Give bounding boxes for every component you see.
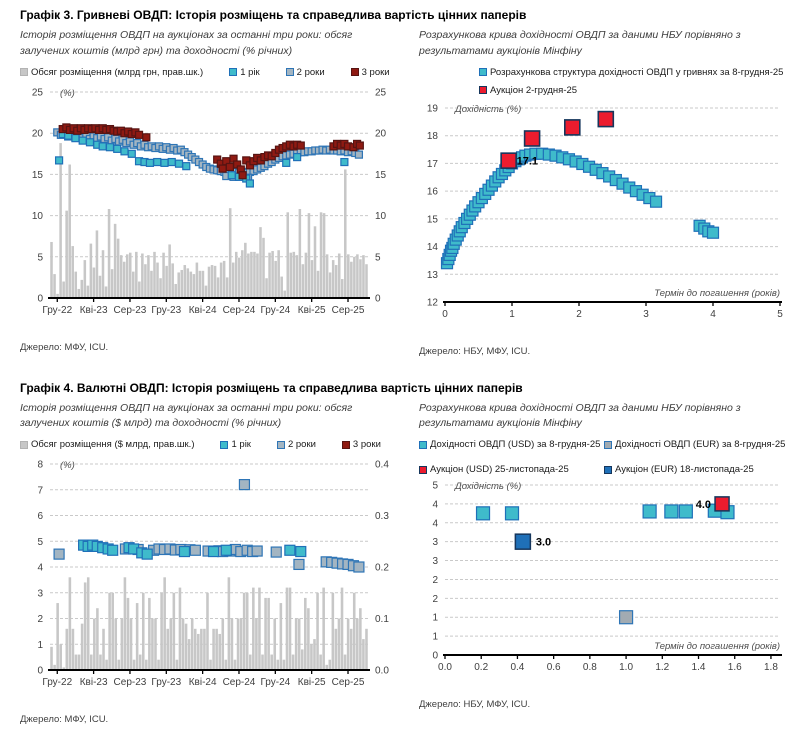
svg-text:3: 3 bbox=[432, 556, 438, 568]
legend-label: 2 роки bbox=[287, 439, 316, 450]
svg-text:Дохідність (%): Дохідність (%) bbox=[455, 103, 522, 115]
legend-item bbox=[419, 439, 604, 450]
legend-swatch-icon bbox=[342, 441, 350, 449]
legend-swatch-icon bbox=[286, 68, 294, 76]
section-chart-4 bbox=[0, 381, 801, 726]
chart4-curve-panel bbox=[419, 399, 800, 726]
legend-label: 1 рік bbox=[240, 66, 260, 78]
svg-text:0.8: 0.8 bbox=[582, 662, 597, 673]
legend-label: Обсяг розміщення (млрд грн, прав.шк.) bbox=[31, 66, 204, 78]
legend-item bbox=[20, 439, 194, 450]
svg-text:0: 0 bbox=[442, 308, 448, 320]
svg-text:1.2: 1.2 bbox=[655, 662, 670, 673]
legend-item bbox=[479, 67, 800, 78]
chart3-panels bbox=[0, 26, 801, 357]
svg-text:7: 7 bbox=[37, 485, 43, 497]
legend-swatch-icon bbox=[351, 68, 359, 76]
svg-text:1: 1 bbox=[37, 639, 43, 651]
svg-text:Гру-24: Гру-24 bbox=[260, 677, 291, 688]
svg-text:2: 2 bbox=[576, 308, 582, 320]
legend-label: Розрахункова структура дохідності ОВДП у гривнях за 8-грудня-25 bbox=[490, 66, 784, 78]
svg-text:20: 20 bbox=[31, 128, 43, 140]
legend-swatch-icon bbox=[604, 466, 612, 474]
legend-item bbox=[229, 67, 259, 78]
legend-item bbox=[277, 439, 316, 450]
legend-label: Дохідності ОВДП (EUR) за 8-грудня-25 bbox=[615, 439, 786, 450]
chart4-history-panel bbox=[20, 399, 401, 726]
legend-item bbox=[286, 67, 325, 78]
svg-text:2: 2 bbox=[432, 574, 438, 586]
svg-text:3: 3 bbox=[643, 308, 649, 320]
chart3-curve-source: Джерело: НБУ, МФУ, ICU. bbox=[419, 345, 531, 357]
svg-text:1: 1 bbox=[509, 308, 515, 320]
svg-text:5: 5 bbox=[37, 536, 43, 548]
legend-item bbox=[351, 67, 390, 78]
svg-text:0: 0 bbox=[375, 293, 381, 304]
svg-text:20: 20 bbox=[375, 128, 387, 140]
svg-text:0.4: 0.4 bbox=[510, 662, 525, 673]
svg-text:Термін до погашення (років): Термін до погашення (років) bbox=[654, 287, 780, 299]
legend-item bbox=[604, 464, 800, 475]
legend-label: Аукціон (USD) 25-листопада-25 bbox=[430, 464, 569, 475]
svg-text:0.3: 0.3 bbox=[375, 511, 389, 522]
chart3-history-legend bbox=[20, 67, 401, 78]
svg-text:1.0: 1.0 bbox=[619, 662, 634, 673]
chart3-curve-subtitle: Розрахункова крива дохідності ОВДП за даними НБУ порівняно з результатами аукціонів Мінфіну bbox=[419, 29, 741, 57]
legend-label: Аукціон 2-грудня-25 bbox=[490, 84, 578, 96]
legend-label: Обсяг розміщення ($ млрд, прав.шк.) bbox=[31, 439, 195, 450]
svg-text:Кві-25: Кві-25 bbox=[297, 677, 326, 688]
legend-swatch-icon bbox=[20, 441, 28, 449]
legend-item bbox=[479, 85, 800, 96]
svg-text:5: 5 bbox=[37, 251, 43, 263]
legend-swatch-icon bbox=[229, 68, 237, 76]
svg-text:8: 8 bbox=[37, 459, 43, 471]
svg-text:4: 4 bbox=[710, 308, 716, 320]
chart3-curve-panel bbox=[419, 26, 800, 357]
svg-text:0.4: 0.4 bbox=[375, 459, 389, 471]
legend-swatch-icon bbox=[277, 441, 285, 449]
svg-text:6: 6 bbox=[37, 511, 43, 522]
chart3-title: Графік 3. Гривневі ОВДП: Історія розміщень та справедлива вартість цінних паперів bbox=[20, 8, 527, 22]
legend-swatch-icon bbox=[479, 86, 487, 94]
svg-text:Гру-23: Гру-23 bbox=[151, 304, 182, 316]
svg-text:15: 15 bbox=[31, 169, 43, 181]
svg-text:Сер-24: Сер-24 bbox=[222, 677, 256, 688]
svg-text:12: 12 bbox=[426, 297, 438, 308]
svg-text:15: 15 bbox=[375, 169, 387, 181]
svg-text:16: 16 bbox=[426, 186, 438, 198]
chart4-curve-chart bbox=[419, 477, 794, 689]
legend-label: Аукціон (EUR) 18-листопада-25 bbox=[615, 464, 754, 475]
chart3-curve-chart bbox=[419, 98, 794, 336]
svg-text:4.0: 4.0 bbox=[695, 498, 712, 511]
svg-text:Сер-24: Сер-24 bbox=[222, 304, 256, 316]
svg-text:Кві-23: Кві-23 bbox=[79, 304, 108, 316]
svg-text:15: 15 bbox=[426, 213, 438, 225]
svg-text:Термін до погашення (років): Термін до погашення (років) bbox=[654, 641, 780, 652]
svg-text:0: 0 bbox=[432, 650, 438, 662]
chart4-history-subtitle: Історія розміщення ОВДП на аукціонах за останні три роки: обсяг залучених коштів ($ млрд) та доходності (% річних) bbox=[20, 401, 353, 430]
svg-text:25: 25 bbox=[375, 87, 387, 98]
chart4-curve-source: Джерело: НБУ, МФУ, ICU. bbox=[419, 699, 531, 710]
svg-text:3: 3 bbox=[432, 537, 438, 549]
svg-text:10: 10 bbox=[31, 210, 43, 222]
svg-text:1.4: 1.4 bbox=[691, 662, 706, 673]
legend-swatch-icon bbox=[419, 441, 427, 449]
svg-text:13: 13 bbox=[426, 269, 438, 281]
legend-swatch-icon bbox=[20, 68, 28, 76]
svg-text:0.6: 0.6 bbox=[546, 662, 561, 673]
svg-text:Сер-23: Сер-23 bbox=[113, 304, 147, 316]
svg-text:Сер-25: Сер-25 bbox=[331, 677, 365, 688]
svg-text:5: 5 bbox=[432, 480, 438, 492]
svg-text:Сер-23: Сер-23 bbox=[113, 677, 147, 688]
svg-text:17.1: 17.1 bbox=[516, 155, 539, 168]
svg-text:5: 5 bbox=[375, 251, 381, 263]
svg-text:1.8: 1.8 bbox=[763, 662, 778, 673]
svg-text:Гру-22: Гру-22 bbox=[42, 677, 73, 688]
svg-text:(%): (%) bbox=[60, 87, 75, 99]
legend-item bbox=[604, 439, 800, 450]
chart3-history-source: Джерело: МФУ, ICU. bbox=[20, 341, 109, 353]
svg-text:1: 1 bbox=[432, 631, 438, 643]
chart4-history-legend bbox=[20, 439, 401, 450]
svg-text:4: 4 bbox=[37, 562, 43, 574]
svg-text:0.1: 0.1 bbox=[375, 614, 389, 625]
legend-item bbox=[220, 439, 250, 450]
svg-text:4: 4 bbox=[432, 518, 438, 530]
chart3-history-panel bbox=[20, 26, 401, 357]
svg-text:0.0: 0.0 bbox=[438, 662, 452, 673]
svg-text:0: 0 bbox=[37, 665, 43, 677]
svg-text:2: 2 bbox=[37, 614, 43, 625]
svg-text:14: 14 bbox=[426, 241, 438, 253]
svg-text:1: 1 bbox=[432, 612, 438, 624]
svg-text:0.0: 0.0 bbox=[375, 665, 389, 677]
chart3-curve-legend bbox=[419, 67, 800, 96]
svg-text:(%): (%) bbox=[60, 460, 75, 471]
svg-text:1.6: 1.6 bbox=[727, 662, 742, 673]
svg-text:Кві-24: Кві-24 bbox=[188, 304, 217, 316]
chart4-history-source: Джерело: МФУ, ICU. bbox=[20, 714, 109, 725]
legend-label: Дохідності ОВДП (USD) за 8-грудня-25 bbox=[430, 439, 601, 450]
chart4-panels bbox=[0, 399, 801, 726]
svg-text:3.0: 3.0 bbox=[535, 536, 552, 549]
section-chart-3 bbox=[0, 8, 801, 357]
legend-label: 2 роки bbox=[296, 66, 325, 78]
chart4-history-chart bbox=[20, 452, 398, 704]
legend-swatch-icon bbox=[419, 466, 427, 474]
svg-text:4: 4 bbox=[432, 499, 438, 511]
svg-text:25: 25 bbox=[31, 87, 43, 98]
svg-text:17: 17 bbox=[426, 158, 438, 170]
svg-text:5: 5 bbox=[777, 308, 783, 320]
svg-text:Кві-25: Кві-25 bbox=[297, 304, 326, 316]
legend-label: 3 роки bbox=[352, 439, 381, 450]
svg-text:19: 19 bbox=[426, 103, 438, 114]
legend-item bbox=[342, 439, 381, 450]
svg-text:Дохідність (%): Дохідність (%) bbox=[455, 481, 522, 492]
legend-swatch-icon bbox=[604, 441, 612, 449]
svg-text:Кві-23: Кві-23 bbox=[79, 677, 108, 688]
svg-text:0: 0 bbox=[37, 293, 43, 304]
svg-text:0.2: 0.2 bbox=[375, 562, 389, 574]
svg-text:Гру-23: Гру-23 bbox=[151, 677, 182, 688]
svg-text:Кві-24: Кві-24 bbox=[188, 677, 217, 688]
chart4-curve-legend bbox=[419, 439, 800, 475]
chart3-history-subtitle: Історія розміщення ОВДП на аукціонах за останні три роки: обсяг залучених коштів (млрд грн) та доходності (% річних) bbox=[20, 29, 353, 57]
svg-text:3: 3 bbox=[37, 588, 43, 600]
chart4-title: Графік 4. Валютні ОВДП: Історія розміщень та справедлива вартість цінних паперів bbox=[20, 380, 523, 395]
svg-text:10: 10 bbox=[375, 210, 387, 222]
legend-item bbox=[20, 67, 203, 78]
chart4-curve-subtitle: Розрахункова крива дохідності ОВДП за даними НБУ порівняно з результатами аукціонів Мінфіну bbox=[419, 401, 741, 430]
legend-swatch-icon bbox=[479, 68, 487, 76]
legend-label: 3 роки bbox=[361, 66, 390, 78]
chart3-history-chart bbox=[20, 80, 398, 332]
svg-text:Сер-25: Сер-25 bbox=[331, 304, 365, 316]
svg-text:Гру-22: Гру-22 bbox=[42, 304, 73, 316]
legend-swatch-icon bbox=[220, 441, 228, 449]
svg-text:0.2: 0.2 bbox=[474, 662, 489, 673]
legend-label: 1 рік bbox=[231, 439, 251, 450]
legend-item bbox=[419, 464, 604, 475]
svg-text:Гру-24: Гру-24 bbox=[260, 304, 291, 316]
svg-text:18: 18 bbox=[426, 130, 438, 142]
svg-text:2: 2 bbox=[432, 593, 438, 605]
